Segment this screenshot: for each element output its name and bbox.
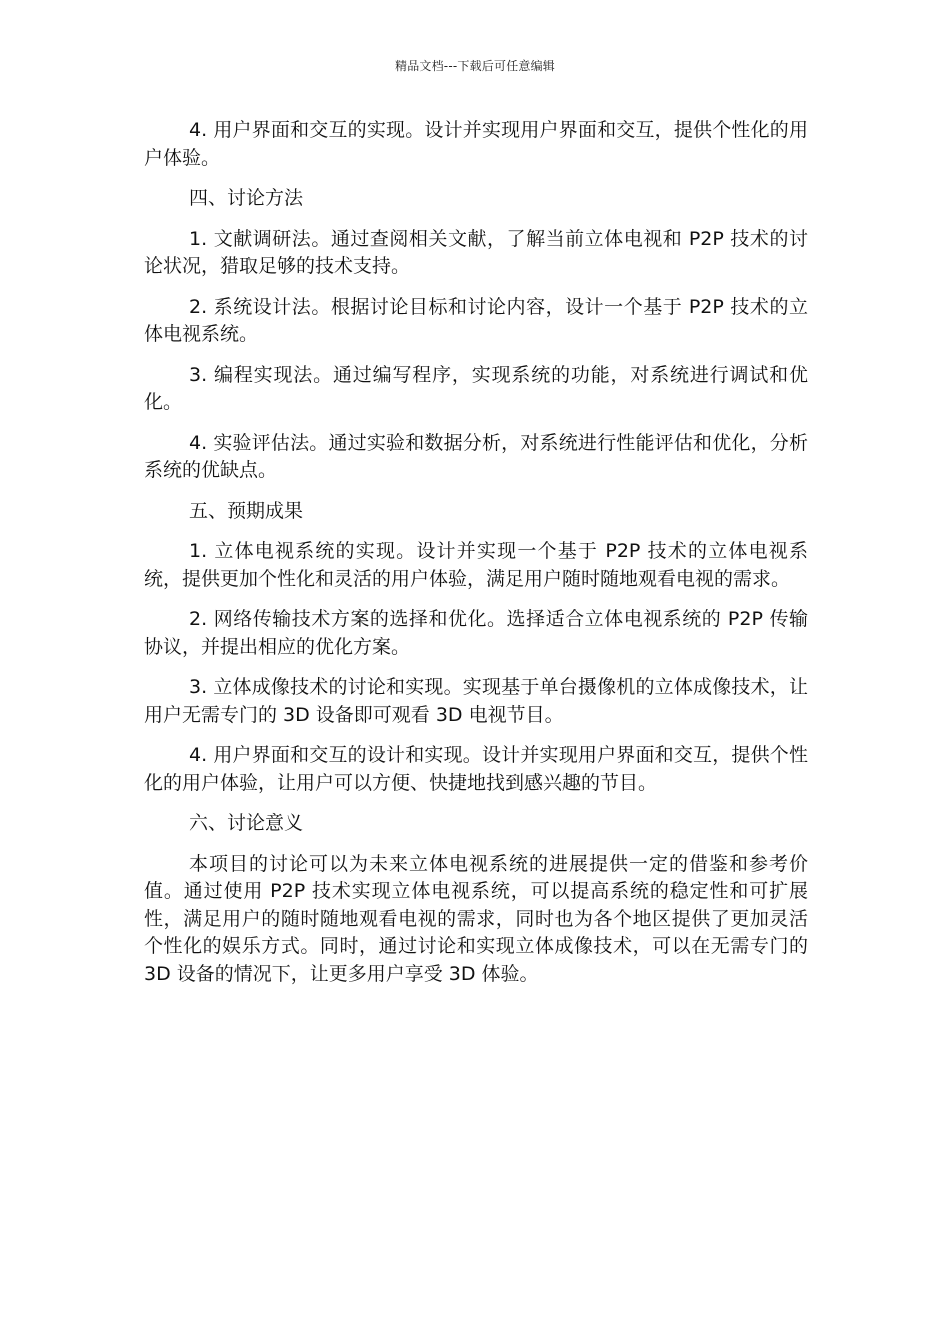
section-heading-expected-results: 五、预期成果 — [189, 499, 304, 522]
list-item-literature-research: 1. 文献调研法。通过查阅相关文献，了解当前立体电视和 P2P 技术的讨论状况，猎取足够的技术支持。 — [144, 227, 808, 277]
document-body — [144, 117, 808, 1001]
list-item-system-implementation: 1. 立体电视系统的实现。设计并实现一个基于 P2P 技术的立体电视系统，提供更加个性化和灵活的用户体验，满足用户随时随地观看电视的需求。 — [144, 540, 808, 590]
list-item-ui-design: 4. 用户界面和交互的设计和实现。设计并实现用户界面和交互，提供个性化的用户体验，让用户可以方便、快捷地找到感兴趣的节目。 — [144, 744, 808, 794]
list-item-programming: 3. 编程实现法。通过编写程序，实现系统的功能，对系统进行调试和优化。 — [144, 363, 808, 413]
significance-paragraph: 本项目的讨论可以为未来立体电视系统的进展提供一定的借鉴和参考价值。通过使用 P2P 技术实现立体电视系统，可以提高系统的稳定性和可扩展性，满足用户的随时随地观看电视的需求，同时也为各个地区提供了更加灵活个性化的娱乐方式。同时，通过讨论和实现立体成像技术，可以在无需专门的 3D 设备的情况下，让更多用户享受 3D 体验。 — [144, 852, 808, 985]
list-item-experiment-evaluation: 4. 实验评估法。通过实验和数据分析，对系统进行性能评估和优化，分析系统的优缺点。 — [144, 431, 808, 481]
section-heading-significance: 六、讨论意义 — [189, 812, 304, 834]
list-item-system-design: 2. 系统设计法。根据讨论目标和讨论内容，设计一个基于 P2P 技术的立体电视系统。 — [144, 295, 808, 345]
list-item-ui-implementation: 4. 用户界面和交互的实现。设计并实现用户界面和交互，提供个性化的用户体验。 — [144, 119, 808, 169]
section-heading-methods: 四、讨论方法 — [189, 187, 304, 209]
page-header: 精品文档---下载后可任意编辑 — [395, 59, 555, 73]
list-item-network-transport: 2. 网络传输技术方案的选择和优化。选择适合立体电视系统的 P2P 传输协议，并提出相应的优化方案。 — [144, 608, 808, 658]
list-item-stereo-imaging: 3. 立体成像技术的讨论和实现。实现基于单台摄像机的立体成像技术，让用户无需专门的 3D 设备即可观看 3D 电视节目。 — [144, 676, 808, 726]
